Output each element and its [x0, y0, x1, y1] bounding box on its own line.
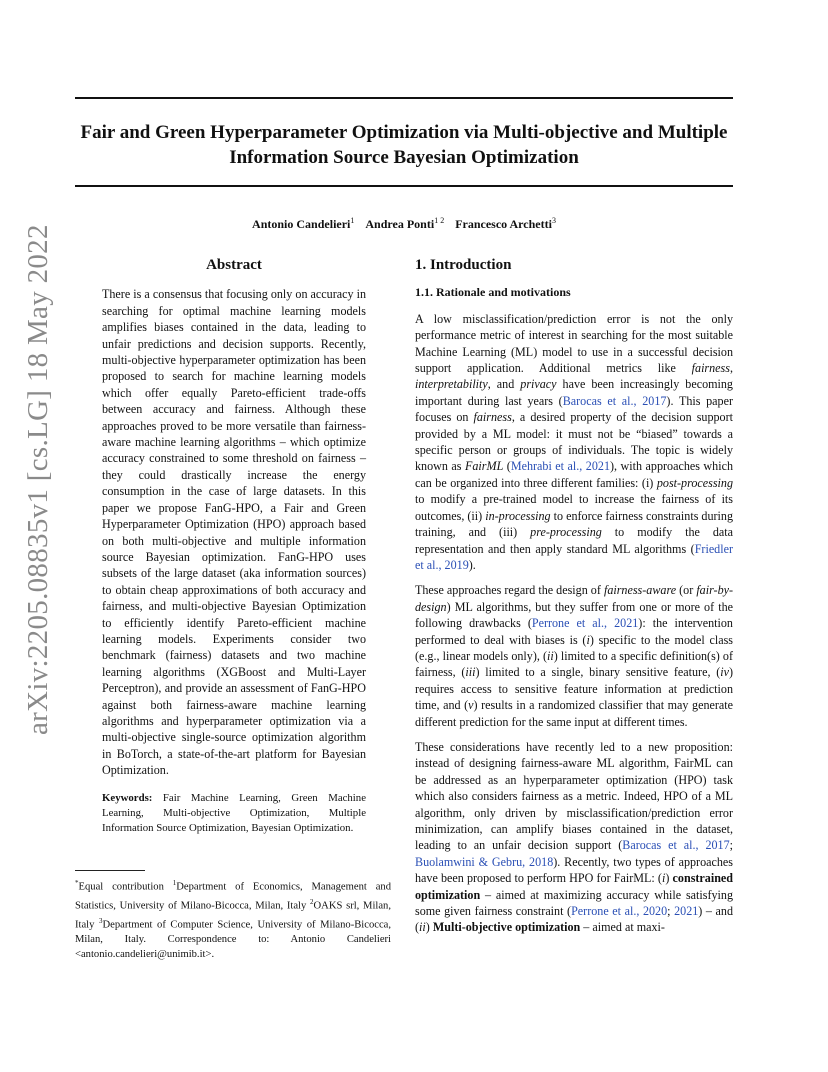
intro-paragraph-3: These considerations have recently led to a new proposition: instead of designing fairness-aware ML algorithm, FairML can be addressed as an hyperparameter optimization (HPO) task which also considers fairness as a metric. Indeed, HPO of a ML algorithm, only driven by misclassification/prediction error minimization, can amplify biases contained in the dataset, leading to an unfair decision support (Barocas et al., 2017; Buolamwini & Gebru, 2018). Recently, two types of approaches have been proposed to perform HPO for FairML: (i) constrained optimization – aimed at maximizing accuracy while satisfying some given fairness constraint (Perrone et al., 2020; 2021) – and (ii) Multi-objective optimization – aimed at maxi-	[415, 739, 734, 935]
author-3: Francesco Archetti$^3$	[455, 216, 556, 231]
affiliation-footnote: *Equal contribution $^1$Department of Economics, Management and Statistics, University of Milano-Bicocca, Milan, Italy $^2$OAKS srl, Milan, Italy $^3$Department of Computer Science, University of Milano-Bicocca, Milan, Italy. Correspondence to: Antonio Candelieri <antonio.candelieri@unimib.it>.	[75, 879, 391, 960]
title-rule-bottom	[75, 185, 733, 187]
author-1: Antonio Candelieri$^1$	[252, 216, 355, 231]
arxiv-identifier-stamp: arXiv:2205.08835v1 [cs.LG] 18 May 2022	[22, 224, 54, 735]
citation-link[interactable]: Perrone et al., 2020	[571, 904, 668, 919]
citation-link[interactable]: Mehrabi et al., 2021	[510, 459, 610, 474]
subsection-heading-rationale: 1.1. Rationale and motivations	[415, 285, 571, 300]
author-2: Andrea Ponti$^{1 2}$	[365, 216, 445, 231]
intro-paragraph-2: These approaches regard the design of fairness-aware (or fair-by-design) ML algorithms, but they suffer from one or more of the following drawbacks (Perrone et al., 2021): the intervention performed to deal with biases is (i) specific to the model class (e.g., linear models only), (ii) limited to a specific definition(s) of fairness, (iii) limited to a single, binary sensitive feature, (iv) requires access to sensitive feature information at prediction time, and (v) results in a randomized classifier that may generate different prediction for the same input at different times.	[415, 583, 734, 729]
paper-title: Fair and Green Hyperparameter Optimization via Multi-objective and Multiple Information Source Bayesian Optimization	[80, 122, 728, 168]
citation-link[interactable]: Barocas et al., 2017	[622, 838, 730, 853]
section-heading-introduction: 1. Introduction	[415, 257, 512, 273]
intro-paragraph-1: A low misclassification/prediction error is not the only performance metric of interest in searching for the most suitable Machine Learning (ML) model to use in a successful decision support application. Additional metrics like fairness, interpretability, and privacy have been increasingly becoming important during last years (Barocas et al., 2017). This paper focuses on fairness, a desired property of the decision support provided by a ML model: it must not be “biased” towards a specific person or groups of individuals. The topic is widely known as FairML (Mehrabi et al., 2021), with approaches which can be organized into three different families: (i) post-processing to modify a pre-trained model to increase the fairness of its outcomes, (ii) in-processing to enforce fairness constraints during training, and (iii) pre-processing to modify the data representation and then apply standard ML algorithms (Friedler et al., 2019).	[415, 311, 733, 572]
citation-link[interactable]: 2021	[674, 904, 699, 919]
abstract-body: There is a consensus that focusing only on accuracy in searching for optimal machine learning models amplifies biases contained in the data, leading to unfair predictions and decision supports. Recently, multi-objective hyperparameter optimization has been proposed to search for machine learning models which offer equally Pareto-efficient trade-offs between accuracy and fairness. Although these approaches proved to be more versatile than fairness-aware machine learning algorithms – which optimize accuracy constrained to some threshold on fairness – they could drastically increase the energy consumption in the case of large datasets. In this paper we propose FanG-HPO, a Fair and Green Hyperparameter Optimization (HPO) approach based on both multi-objective and multiple information source Bayesian optimization. FanG-HPO uses subsets of the large dataset (aka information sources) to obtain cheap approximations of both accuracy and fairness, and multi-objective Bayesian Optimization to efficiently identify Pareto-efficient machine learning models. Experiments consider two benchmark (fairness) datasets and two machine learning algorithms (XGBoost and Multi-Layer Perceptron), and provide an assessment of FanG-HPO against both fairness-aware machine learning algorithms and hyperparameter optimization via a multi-objective single-source optimization algorithm in BoTorch, a state-of-the-art platform for Bayesian Optimization.	[102, 287, 366, 778]
right-column	[415, 257, 733, 945]
citation-link[interactable]: Buolamwini & Gebru, 2018	[415, 854, 554, 869]
author-list	[75, 216, 733, 232]
citation-link[interactable]: Barocas et al., 2017	[562, 393, 667, 408]
left-column	[102, 257, 366, 836]
keywords: Keywords: Fair Machine Learning, Green Machine Learning, Multi-objective Optimization, Multiple Information Source Optimization, Bayesian Optimization.	[102, 791, 367, 834]
citation-link[interactable]: Perrone et al., 2021	[531, 616, 639, 631]
abstract-heading: Abstract	[206, 257, 262, 273]
title-rule-top	[75, 97, 733, 99]
footnote-divider	[75, 870, 145, 871]
citation-link[interactable]: Friedler et al., 2019	[415, 541, 733, 572]
